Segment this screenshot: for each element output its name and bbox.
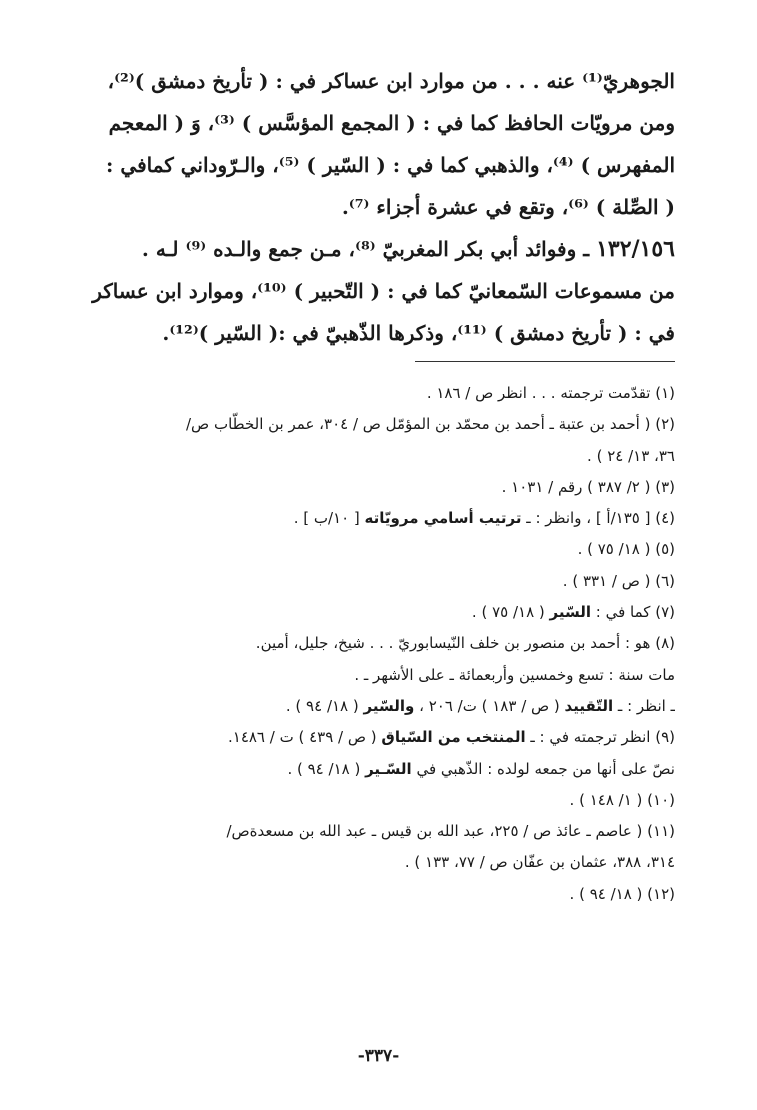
fn4-title: ترتيب أسامي مرويّاته	[364, 509, 522, 528]
body-line-3: المفهرس ) ⁽⁴⁾، والذهبي كما في : ( السّير ) ⁽⁵⁾، والـرّوداني كمافي :	[106, 153, 675, 177]
footnote-separator	[415, 361, 675, 362]
footnote-2: (٢) ( أحمد بن عتبة ـ أحمد بن محمّد بن المؤمّل ص / ٣٠٤، عمر بن الخطّاب ص/	[186, 415, 675, 434]
entry-line-2: من مسموعات السّمعانيّ كما في : ( التّحبير ) ⁽¹⁰⁾، وموارد ابن عساكر	[92, 279, 675, 303]
entry-number: ١٣٢/١٥٦	[596, 236, 675, 262]
footnote-9-note	[80, 754, 675, 785]
fn9b-title: السّـير	[365, 759, 412, 778]
footnote-12: (١٢) ( ١٨/ ٩٤ ) .	[569, 884, 675, 903]
fn4-a: (٤) [ ١٣٥/أ ] ، وانظر : ـ	[521, 509, 675, 528]
footnote-3: (٣) ( ٢/ ٣٨٧ ) رقم / ١٠٣١ .	[501, 477, 675, 496]
fn9b-a: نصّ على أنها من جمعه لولده : الذّهبي في	[411, 759, 675, 778]
fn9-c: ( ص / ٤٣٩ ) ت / ١٤٨٦.	[227, 728, 382, 747]
fn8-title-2: والسّير	[363, 696, 415, 715]
footnote-8-refs	[80, 691, 675, 722]
fn9-a: (٩) انظر ترجمته في : ـ	[525, 728, 675, 747]
footnote-8: (٨) هو : أحمد بن منصور بن خلف النّيسابوريّ . . . شيخ، جليل، أمين.	[255, 634, 675, 653]
footnote-1: (١) تقدّمت ترجمته . . . انظر ص / ١٨٦ .	[426, 384, 675, 402]
footnote-9	[80, 722, 675, 753]
footnote-11-cont: ٣١٤، ٣٨٨، عثمان بن عفّان ص / ٧٧، ١٣٣ ) .	[404, 853, 675, 872]
footnote-2-cont: ٣٦، ١٣/ ٢٤ ) .	[587, 446, 675, 465]
entry-line-1-text: ـ وفوائد أبي بكر المغربيّ ⁽⁸⁾، مـن جمع والـده ⁽⁹⁾ لـه .	[141, 237, 597, 261]
fn8-title-1: التّقييد	[564, 696, 614, 715]
footnote-5: (٥) ( ١٨/ ٧٥ ) .	[577, 540, 675, 559]
fn7-a: (٧) كما في :	[591, 603, 675, 622]
footnote-4	[80, 503, 675, 534]
body-line-1: الجوهريّ⁽¹⁾ عنه . . . من موارد ابن عساكر في : ( تأريخ دمشق )⁽²⁾،	[107, 69, 675, 93]
entry-line-1	[80, 228, 675, 270]
page-number: -٣٣٧-	[357, 1046, 400, 1066]
fn4-c: [ ١٠/ب ] .	[293, 509, 365, 528]
fn9-title: المنتخب من السّياق	[381, 728, 526, 747]
entry-line-3: في : ( تأريخ دمشق ) ⁽¹¹⁾، وذكرها الذّهبيّ في :( السّير )⁽¹²⁾.	[162, 321, 675, 345]
fn8-b: ( ص / ١٨٣ ) ت/ ٢٠٦ ،	[414, 696, 565, 715]
footnote-7	[80, 597, 675, 628]
main-text	[80, 60, 675, 354]
fn8-a: ـ انظر : ـ	[613, 696, 675, 715]
fn8-c: ( ١٨/ ٩٤ ) .	[285, 696, 364, 715]
footnote-11: (١١) ( عاصم ـ عائذ ص / ٢٢٥، عبد الله بن قيس ـ عبد الله بن مسعدةص/	[226, 822, 675, 841]
footnote-6: (٦) ( ص / ٣٣١ ) .	[562, 571, 675, 590]
fn9b-c: ( ١٨/ ٩٤ ) .	[287, 759, 366, 778]
body-line-4: ( الصِّلة ) ⁽⁶⁾، وتقع في عشرة أجزاء ⁽⁷⁾.	[341, 195, 675, 219]
fn7-title: السّير	[549, 603, 592, 622]
footnotes	[80, 378, 675, 910]
footnote-10: (١٠) ( ١/ ١٤٨ ) .	[569, 790, 675, 809]
footnote-8-death: مات سنة : تسع وخمسين وأربعمائة ـ على الأشهر ـ .	[354, 665, 675, 684]
body-line-2: ومن مرويّات الحافظ كما في : ( المجمع المؤسَّس ) ⁽³⁾، وَ ( المعجم	[108, 111, 675, 135]
fn7-c: ( ١٨/ ٧٥ ) .	[471, 603, 550, 622]
